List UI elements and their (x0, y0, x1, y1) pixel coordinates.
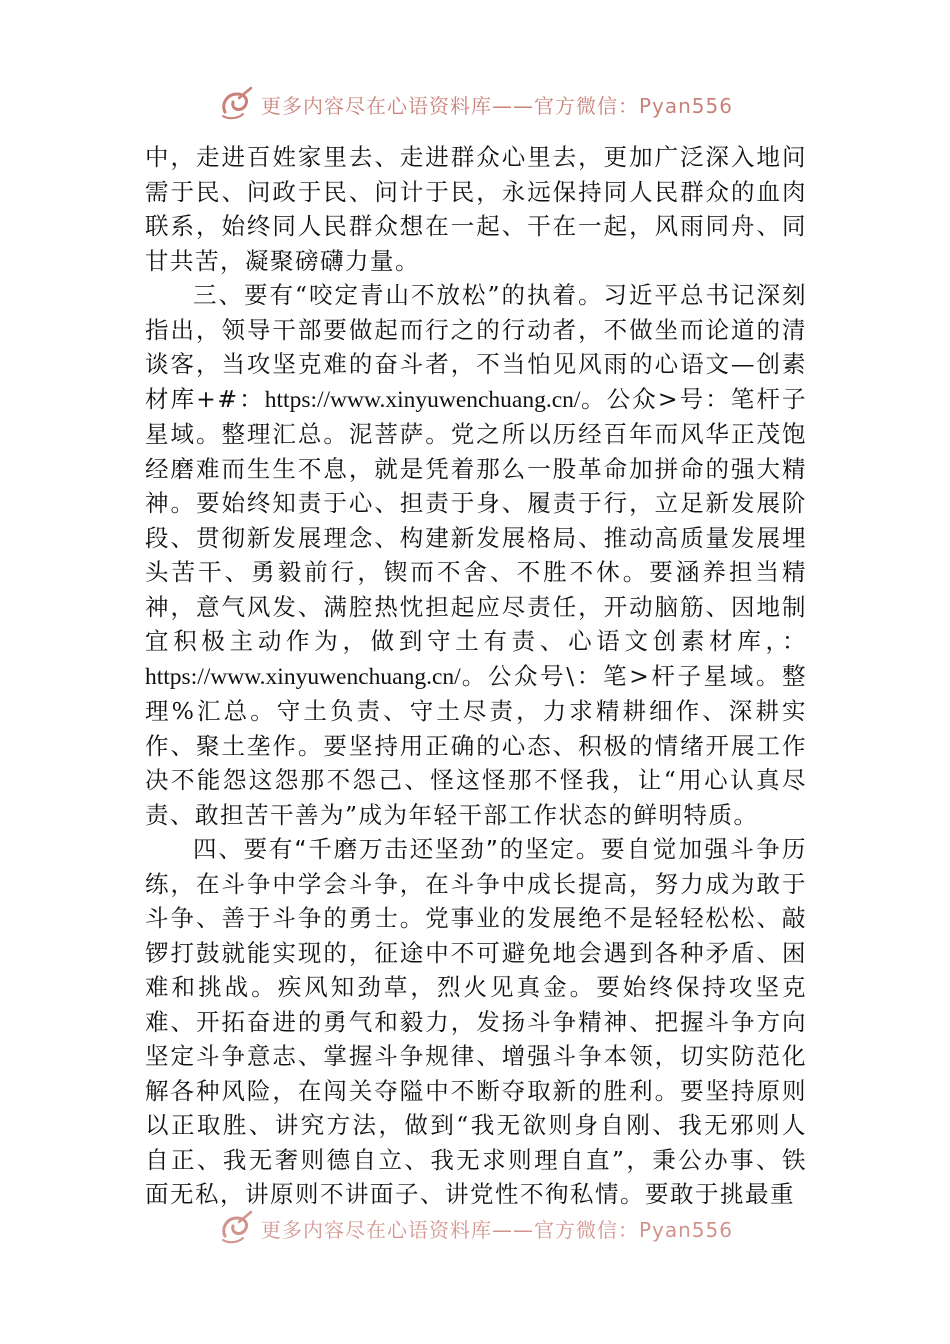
paragraph-2-text-a: 三、要有“咬定青山不放松”的执着。习近平总书记深刻指出，领导干部要做起而行之的行动者，不做坐而论道的清谈客，当攻坚克难的奋斗者，不当怕见风雨的心语文—创素材库+#： (145, 281, 807, 413)
quill-swirl-logo-icon (217, 86, 253, 122)
paragraph-continuation (145, 140, 807, 278)
document-body (145, 140, 807, 1212)
footer-watermark-text: 更多内容尽在心语资料库——官方微信：Pyan556 (260, 1217, 733, 1242)
source-url: https://www.xinyuwenchuang.cn/ (264, 386, 581, 413)
footer-watermark (0, 1208, 950, 1248)
header-watermark-text: 更多内容尽在心语资料库——官方微信：Pyan556 (260, 93, 733, 118)
quill-swirl-logo-icon (217, 1210, 253, 1246)
paragraph-2-text-b: 。公众>号：笔杆子星域。整理汇总。泥菩萨。党之所以历经百年而风华正茂饱经磨难而生生不息，就是凭着那么一股革命加拼命的强大精神。要始终知责于心、担责于身、履责于行，立足新发展阶段、贯彻新发展理念、构建新发展格局、推动高质量发展埋头苦干、勇毅前行，锲而不舍、不胜不休。要涵养担当精神，意气风发、满腔热忱担起应尽责任，开动脑筋、因地制宜积极主动作为，做到守土有责、心语文创素材库，： (145, 384, 807, 655)
paragraph-2-text-c: 。公众号\：笔>杆子星域。整理%汇总。守土负责、守土尽责，力求精耕细作、深耕实作、聚土垄作。要坚持用正确的心态、积极的情绪开展工作决不能怨这怨那不怨己、怪这怪那不怪我，让“用心认真尽责、敢担苦干善为”成为年轻干部工作状态的鲜明特质。 (145, 661, 807, 829)
header-watermark (0, 84, 950, 124)
section-four-heading: 四、要有“千磨万击还坚劲”的坚定。 (193, 835, 602, 863)
paragraph-section-three (145, 278, 807, 832)
paragraph-3-text: 要自觉加强斗争历练，在斗争中学会斗争，在斗争中成长提高，努力成为敢于斗争、善于斗争的勇士。党事业的发展绝不是轻轻松松、敲锣打鼓就能实现的，征途中不可避免地会遇到各种矛盾、困难和挑战。疾风知劲草，烈火见真金。要始终保持攻坚克难、开拓奋进的勇气和毅力，发扬斗争精神、把握斗争方向坚定斗争意志、掌握斗争规律、增强斗争本领，切实防范化解各种风险，在闯关夺隘中不断夺取新的胜利。要坚持原则以正取胜、讲究方法，做到“我无欲则身自刚、我无邪则人自正、我无奢则德自立、我无求则理自直”，秉公办事、铁面无私，讲原则不讲面子、讲党性不徇私情。要敢于挑最重 (145, 835, 807, 1208)
paragraph-section-four (145, 832, 807, 1212)
source-url: https://www.xinyuwenchuang.cn/ (145, 663, 461, 690)
paragraph-1-text: 中，走进百姓家里去、走进群众心里去，更加广泛深入地问需于民、问政于民、问计于民，永远保持同人民群众的血肉联系，始终同人民群众想在一起、干在一起，风雨同舟、同甘共苦，凝聚磅礴力量。 (145, 143, 807, 275)
